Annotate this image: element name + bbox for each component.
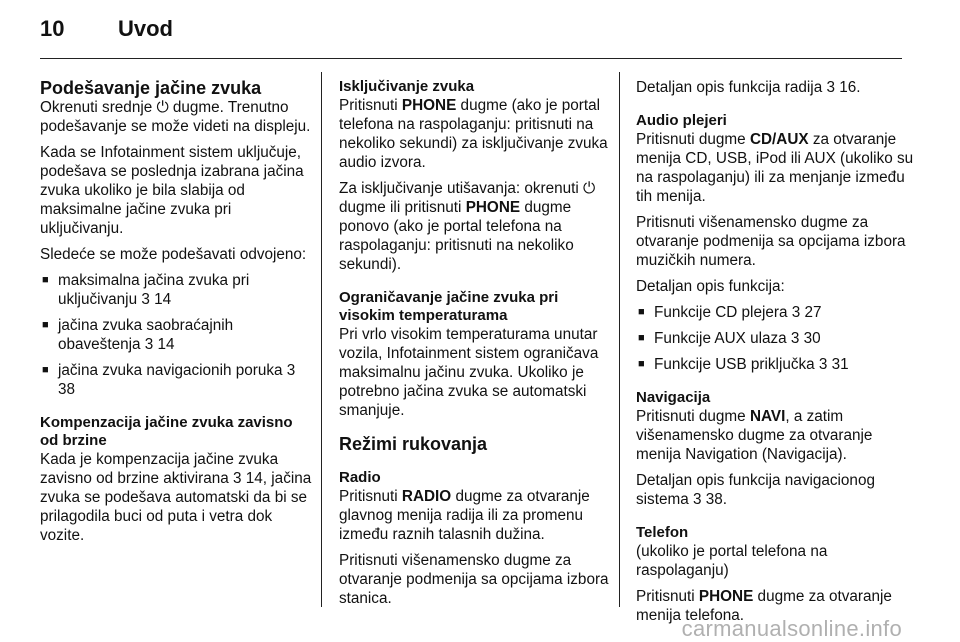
paragraph: Za isključivanje utišavanja: okrenuti ⏻ dugme ili pritisnuti PHONE dugme ponovo (ako je portal telefona na raspolaganju: pritisnuti na nekoliko sekundi). [339, 180, 596, 273]
paragraph: Pritisnuti dugme CD/AUX za otvaranje menija CD, USB, iPod ili AUX (ukoliko su na raspolaganju) ili za menjanje između tih menija. [636, 131, 914, 205]
list-item: ■ jačina zvuka navigacionih poruka 3 38 [42, 362, 296, 398]
subsection-heading: Isključivanje zvuka [339, 78, 475, 95]
bullet-icon: ■ [42, 364, 49, 376]
column-2 [339, 78, 611, 615]
paragraph: Detaljan opis funkcija radija 3 16. [636, 79, 861, 96]
subsection-heading: Kompenzacija jačine zvuka zavisno od brzine [40, 414, 293, 449]
paragraph: Detaljan opis funkcija: [636, 278, 785, 295]
paragraph: Detaljan opis funkcija navigacionog sistema 3 38. [636, 472, 875, 508]
paragraph: Kada se Infotainment sistem uključuje, podešava se poslednja izabrana jačina zvuka ukoliko je bila slabija od maksimalne jačine zvuka pri uključivanju. [40, 144, 304, 237]
subsection-heading: Radio [339, 469, 381, 486]
list-item: ■ maksimalna jačina zvuka pri uključivanju 3 14 [42, 272, 250, 308]
paragraph: Pritisnuti višenamensko dugme za otvaranje podmenija sa opcijama izbora stanica. [339, 552, 609, 607]
paragraph: Pritisnuti višenamensko dugme za otvaranje podmenija sa opcijama izbora muzičkih numera. [636, 214, 906, 269]
section-heading: Režimi rukovanja [339, 434, 488, 454]
subsection-heading: Navigacija [636, 389, 711, 406]
bullet-list [40, 271, 312, 399]
paragraph: Pritisnuti dugme NAVI, a zatim višenamensko dugme za otvaranje menija Navigation (Navigacija). [636, 408, 873, 463]
paragraph: Pritisnuti PHONE dugme (ako je portal telefona na raspolaganju: pritisnuti na nekoliko sekundi) za isključivanje zvuka audio izvora. [339, 97, 608, 171]
list-item: ■ Funkcije CD plejera 3 27 [638, 304, 822, 321]
list-item: ■ Funkcije USB priključka 3 31 [638, 356, 849, 373]
paragraph: Kada je kompenzacija jačine zvuka zavisno od brzine aktivirana 3 14, jačina zvuka se podešava automatski da bi se prilagodila buci od puta i vetra dok vozite. [40, 451, 312, 544]
column-3 [636, 78, 916, 632]
watermark: carmanualsonline.info [681, 616, 902, 641]
bullet-icon: ■ [638, 358, 645, 370]
paragraph: Okrenuti srednje ⏻ dugme. Trenutno podešavanje se može videti na displeju. [40, 99, 311, 135]
section-heading: Podešavanje jačine zvuka [40, 78, 262, 98]
paragraph: Pritisnuti RADIO dugme za otvaranje glavnog menija radija ili za promenu između raznih talasnih dužina. [339, 488, 590, 543]
list-item: ■ Funkcije AUX ulaza 3 30 [638, 330, 821, 347]
paragraph: Pritisnuti PHONE dugme za otvaranje menija telefona. [636, 588, 892, 624]
column-1 [40, 78, 312, 552]
chapter-title: Uvod [118, 16, 173, 41]
subsection-heading: Audio plejeri [636, 112, 727, 129]
bullet-list [636, 303, 916, 374]
bullet-icon: ■ [42, 319, 49, 331]
paragraph: (ukoliko je portal telefona na raspolaganju) [636, 543, 828, 579]
column-divider [321, 72, 322, 607]
bullet-icon: ■ [42, 274, 49, 286]
column-divider [619, 72, 620, 607]
paragraph: Pri vrlo visokim temperaturama unutar vozila, Infotainment sistem ograničava maksimalnu jačinu zvuka. Ukoliko je potrebno jačina zvuka se automatski smanjuje. [339, 326, 599, 419]
list-item: ■ jačina zvuka saobraćajnih obaveštenja 3 14 [42, 317, 234, 353]
subsection-heading: Ograničavanje jačine zvuka pri visokim temperaturama [339, 289, 559, 324]
subsection-heading: Telefon [636, 524, 689, 541]
bullet-icon: ■ [638, 332, 645, 344]
bullet-icon: ■ [638, 306, 645, 318]
header-rule [40, 58, 902, 59]
page-number: 10 [40, 16, 65, 41]
paragraph: Sledeće se može podešavati odvojeno: [40, 246, 307, 263]
